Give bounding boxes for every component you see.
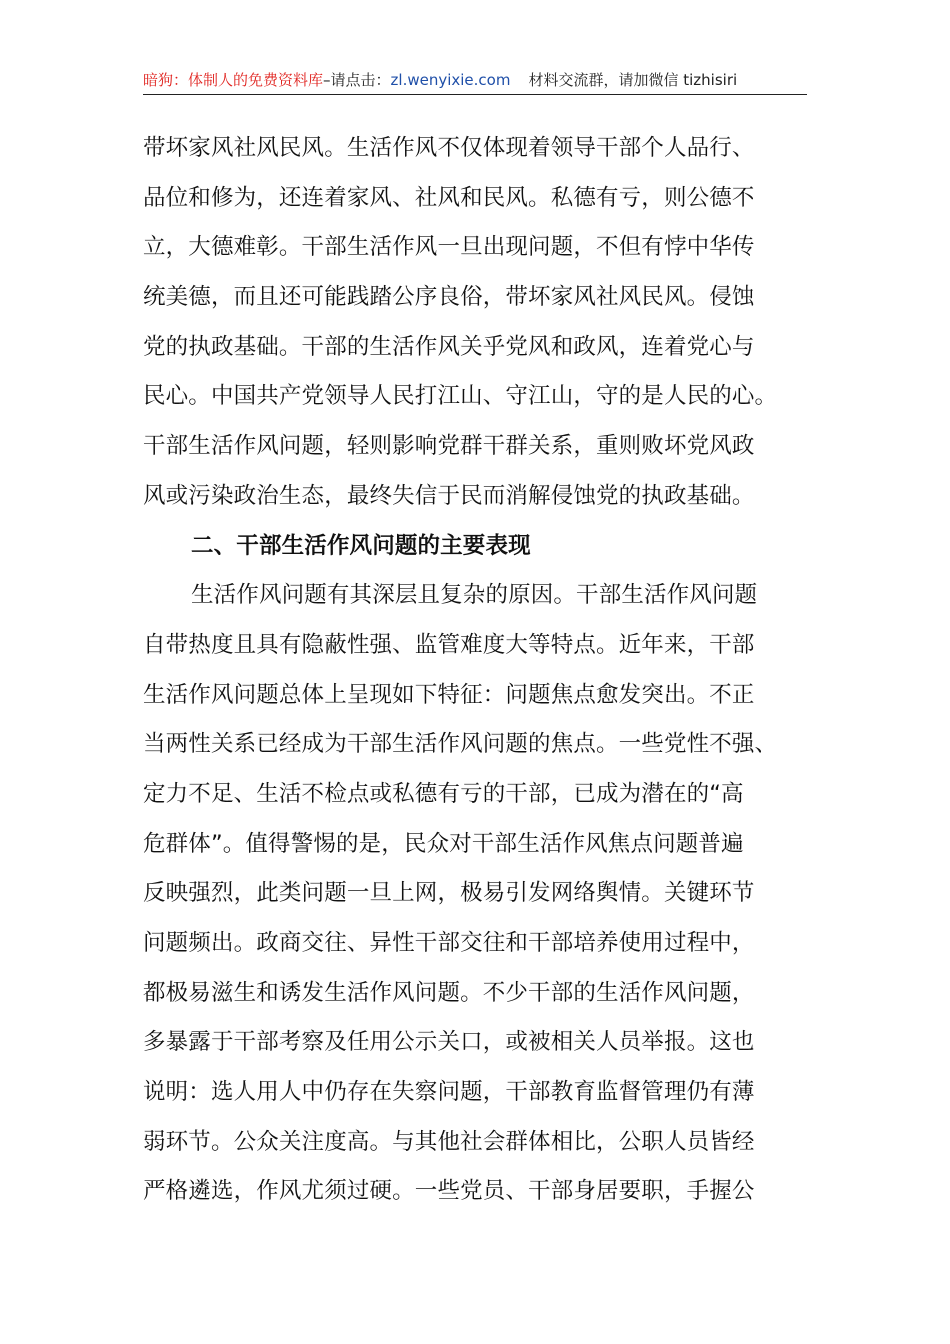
section-heading: 二、干部生活作风问题的主要表现	[191, 532, 531, 559]
text-line: 反映强烈，此类问题一旦上网，极易引发网络舆情。关键环节	[143, 880, 755, 907]
text-line: 立，大德难彰。干部生活作风一旦出现问题，不但有悖中华传	[143, 234, 755, 261]
text-line: 党的执政基础。干部的生活作风关乎党风和政风，连着党心与	[143, 333, 755, 360]
text-line: 民心。中国共产党领导人民打江山、守江山，守的是人民的心。	[143, 383, 778, 410]
text-line: 问题频出。政商交往、异性干部交往和干部培养使用过程中，	[143, 930, 755, 956]
text-line: 风或污染政治生态，最终失信于民而消解侵蚀党的执政基础。	[143, 482, 755, 509]
header-contact: 材料交流群，请加微信 tizhisiri	[528, 71, 738, 89]
text-line: 多暴露于干部考察及任用公示关口，或被相关人员举报。这也	[143, 1029, 755, 1056]
text-line: 生活作风问题有其深层且复杂的原因。干部生活作风问题	[191, 582, 758, 609]
header-promo: 暗狗：体制人的免费资料库	[143, 71, 324, 89]
header-click-text: –请点击：	[323, 71, 391, 89]
text-line: 定力不足、生活不检点或私德有亏的干部，已成为潜在的“高	[143, 780, 744, 807]
document-body	[143, 124, 807, 1217]
header-url-link[interactable]: zl.wenyixie.com	[390, 71, 511, 89]
text-line: 说明：选人用人中仍存在失察问题，干部教育监督管理仍有薄	[143, 1079, 755, 1106]
page-header	[143, 66, 807, 95]
text-line: 严格遴选，作风尤须过硬。一些党员、干部身居要职，手握公	[143, 1178, 755, 1205]
text-line: 自带热度且具有隐蔽性强、监管难度大等特点。近年来，干部	[143, 631, 755, 658]
text-line: 品位和修为，还连着家风、社风和民风。私德有亏，则公德不	[143, 184, 755, 211]
text-line: 危群体”。值得警惕的是，民众对干部生活作风焦点问题普遍	[143, 830, 744, 857]
text-line: 都极易滋生和诱发生活作风问题。不少干部的生活作风问题，	[143, 979, 755, 1006]
text-line: 当两性关系已经成为干部生活作风问题的焦点。一些党性不强、	[143, 731, 778, 758]
text-line: 生活作风问题总体上呈现如下特征：问题焦点愈发突出。不正	[143, 681, 755, 708]
text-line: 干部生活作风问题，轻则影响党群干群关系，重则败坏党风政	[143, 433, 755, 460]
text-line: 统美德，而且还可能践踏公序良俗，带坏家风社风民风。侵蚀	[143, 284, 755, 311]
text-line: 弱环节。公众关注度高。与其他社会群体相比，公职人员皆经	[143, 1128, 755, 1155]
text-line: 带坏家风社风民风。生活作风不仅体现着领导干部个人品行、	[143, 135, 755, 161]
